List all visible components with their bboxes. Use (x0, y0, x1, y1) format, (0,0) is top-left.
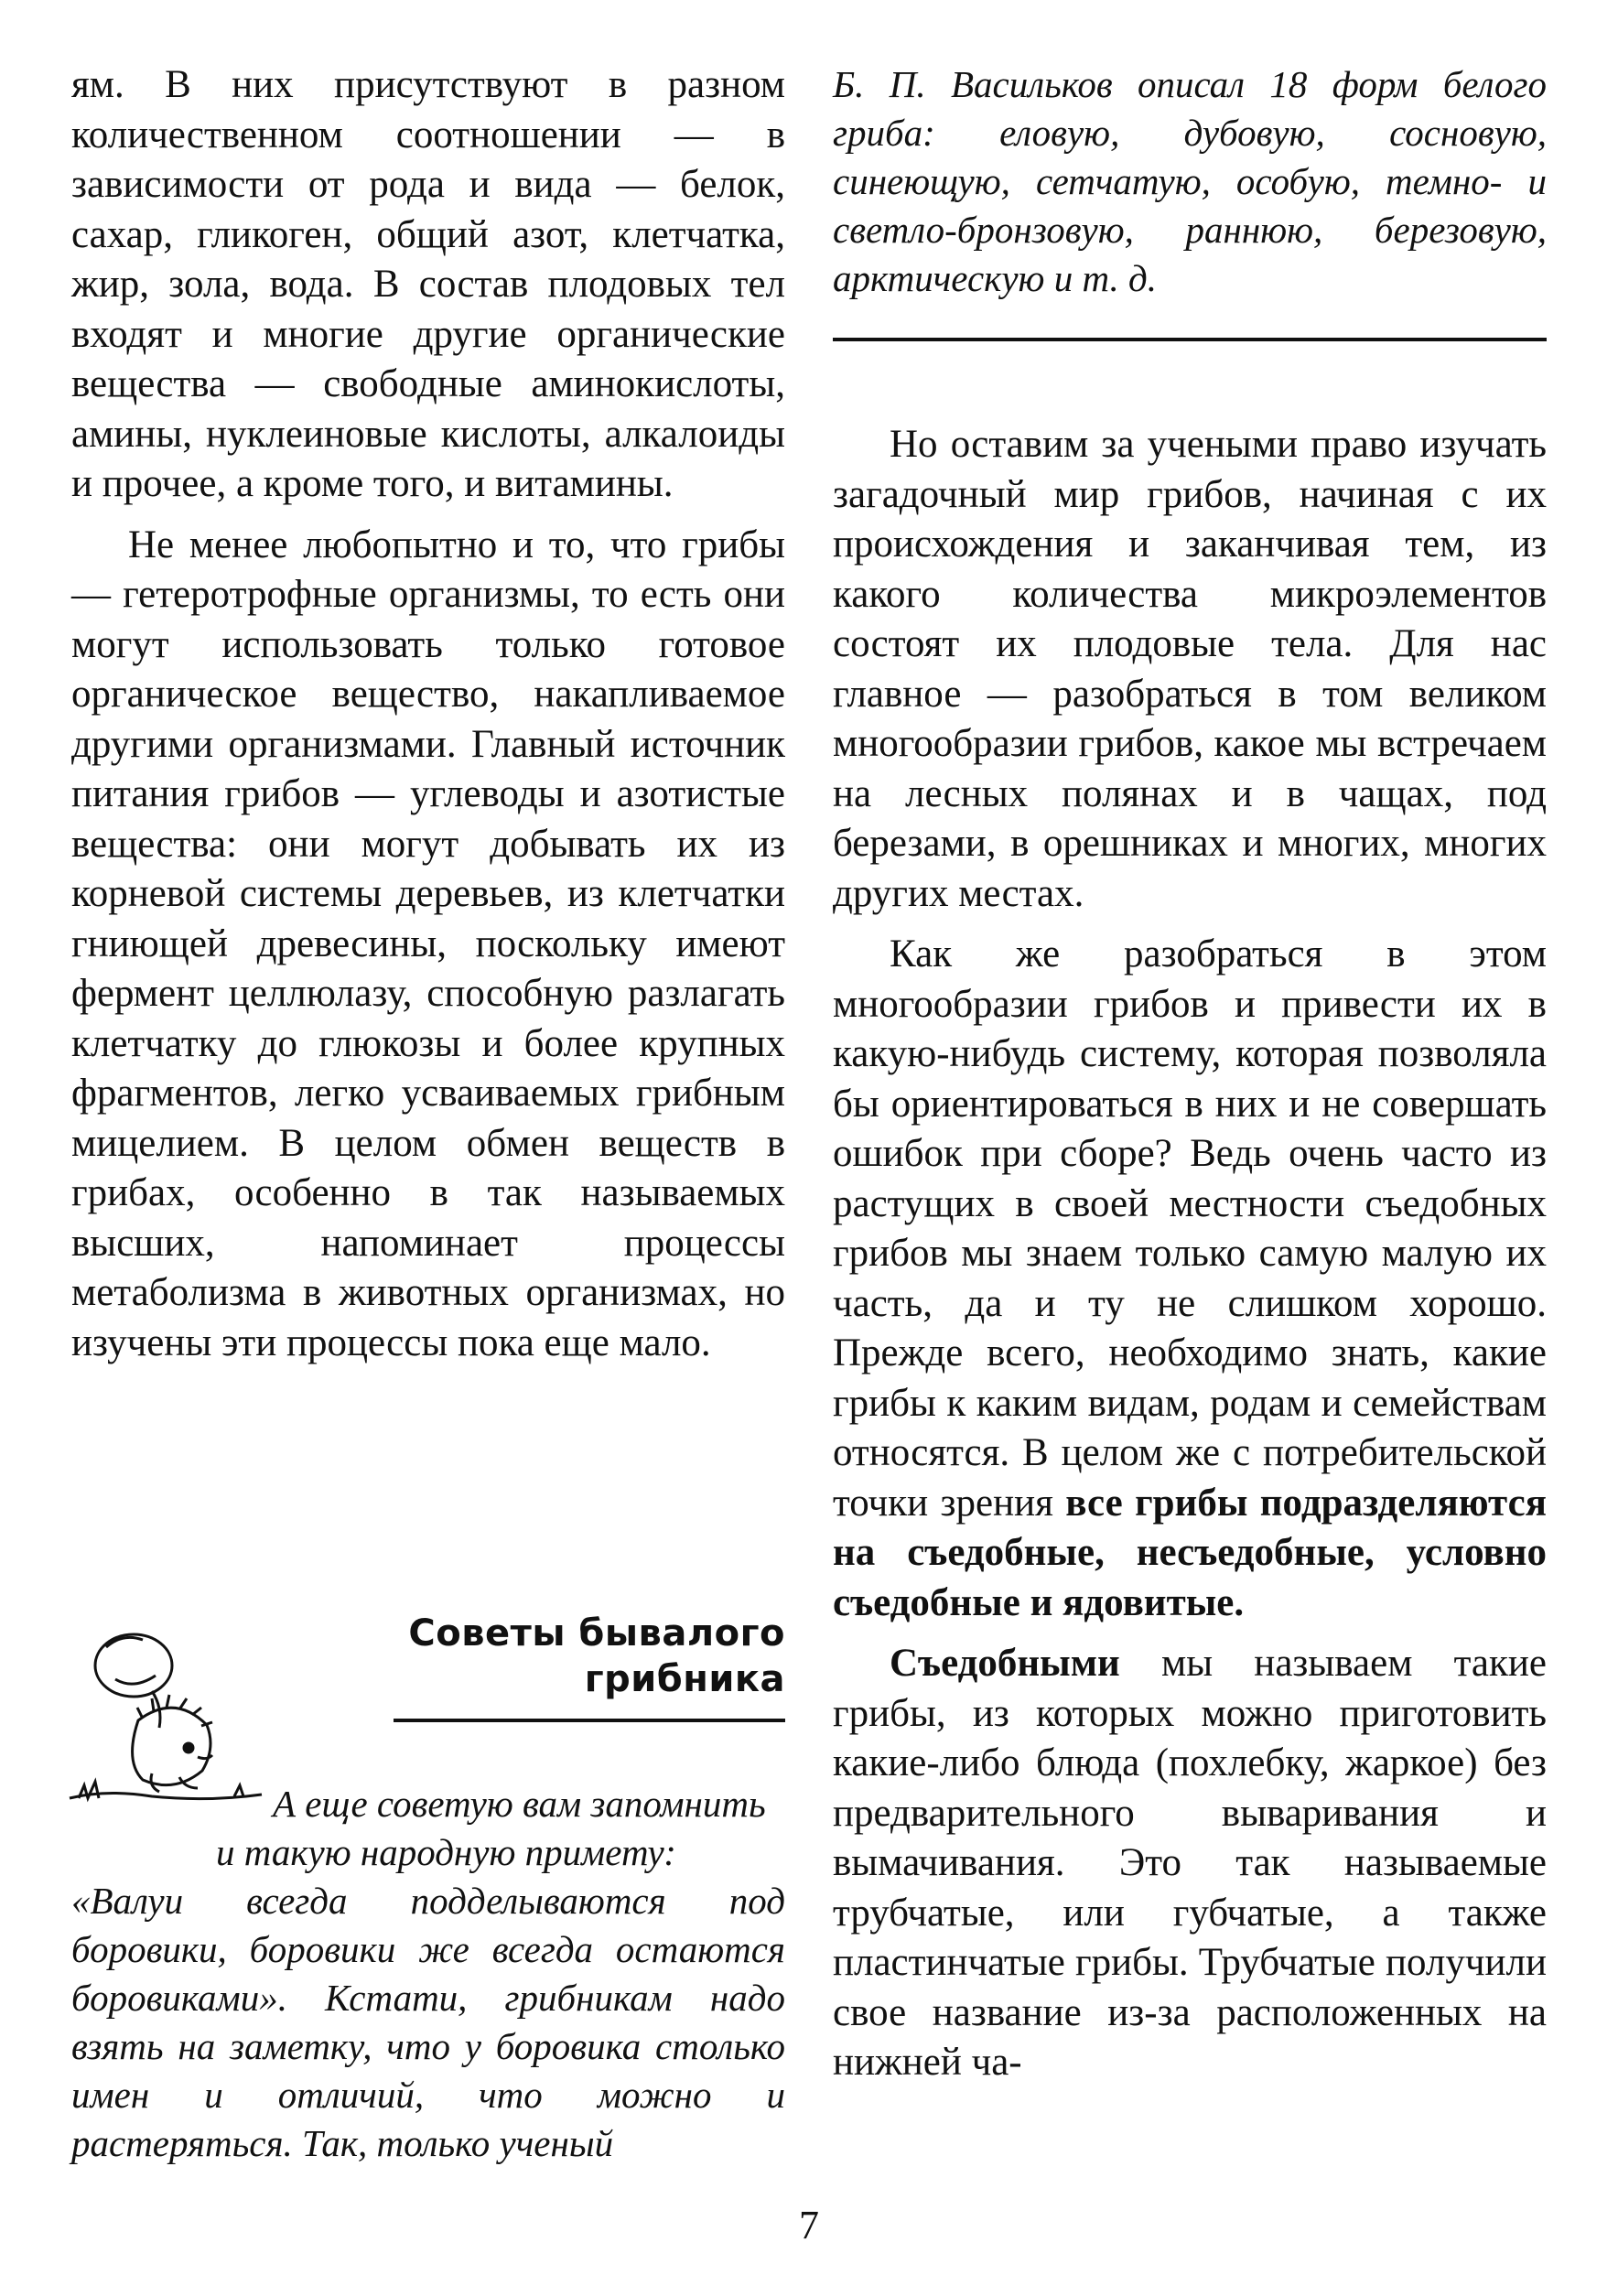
left-column (71, 60, 785, 1368)
right-italic-note: Б. П. Васильков описал 18 форм белого гриба: еловую, дубовую, сосновую, синеющую, сетчатую, особую, темно- и светло-бронзовую, раннюю, березовую, арктическую и т. д. (833, 63, 1547, 299)
advice-body: «Валуи всегда подделываются под боровики, боровики же всегда остаются боровиками». Кстати, грибникам надо взять на заметку, что у боровика столько имен и отличий, что можно и растеряться. Так, только ученый (71, 1880, 785, 2164)
left-paragraph-2: Не менее любопытно и то, что грибы — гетеротрофные организмы, то есть они могут использовать только готовое органическое вещество, накапливаемое другими организмами. Главный источник питания грибов — углеводы и азотистые вещества: они могут добывать их из корневой системы деревьев, из клетчатки гниющей древесины, поскольку имеют фермент целлюлазу, способную разлагать клетчатку до глюкозы и более крупных фрагментов, легко усваиваемых грибным мицелием. В целом обмен веществ в грибах, особенно в так называемых высших, напоминает процессы метаболизма в животных организмах, но изучены эти процессы пока еще мало. (71, 523, 785, 1364)
page-number: 7 (799, 2203, 819, 2247)
advice-title (408, 1611, 785, 1702)
advice-line-2: и такую народную примету: (216, 1831, 676, 1873)
right-paragraph-2-text: Как же разобраться в этом многообразии грибов и привести их в какую-нибудь систему, которая позволяла бы ориентироваться в них и не совершать ошибок при сборе? Ведь очень часто из растущих в своей местности съедобных грибов мы знаем только самую малую их часть, да и ту не слишком хорошо. Прежде всего, необходимо знать, какие грибы к каким видам, родам и семействам относятся. В целом же с потребительской точки зрения (833, 932, 1547, 1525)
right-divider (833, 338, 1547, 341)
right-paragraph-1: Но оставим за учеными право изучать загадочный мир грибов, начиная с их происхождения и заканчивая тем, из какого количества микроэлементов состоят их плодовые тела. Для нас главное — разобраться в том великом многообразии грибов, какое мы встречаем на лесных полянах и в чащах, под березами, в орешниках и многих, многих других местах. (833, 423, 1547, 915)
advice-text (71, 1780, 785, 2168)
right-paragraph-2-bold: все грибы подразделяются на съедобные, несъедобные, условно съедобные и ядовитые. (833, 1481, 1547, 1624)
right-paragraph-3-bold: Съедобными (890, 1642, 1120, 1685)
right-paragraph-3 (833, 1639, 1547, 2088)
advice-title-line-2: грибника (584, 1658, 785, 1700)
advice-title-line-1: Советы бывалого (408, 1612, 785, 1655)
advice-box (71, 1611, 785, 2196)
advice-underline (394, 1719, 785, 1722)
left-paragraph-1: ям. В них присутствуют в разном количественном соотношении — в зависимости от рода и вида — белок, сахар, гликоген, общий азот, клетчатка, жир, зола, вода. В состав плодовых тел входят и многие другие органические вещества — свободные аминокислоты, амины, нуклеиновые кислоты, алкалоиды и прочее, а кроме того, и витамины. (71, 63, 785, 505)
advice-line-1: А еще советую вам запомнить (273, 1783, 766, 1825)
right-column (833, 60, 1547, 2088)
right-paragraph-3-text: мы называем такие грибы, из которых можно приготовить какие-либо блюда (похлебку, жаркое) без предварительного вываривания и вымачивания. Это так называемые трубчатые, или губчатые, а также пластинчатые грибы. Трубчатые получили свое название из-за расположенных на нижней ча- (833, 1642, 1547, 2084)
right-paragraph-2 (833, 930, 1547, 1628)
